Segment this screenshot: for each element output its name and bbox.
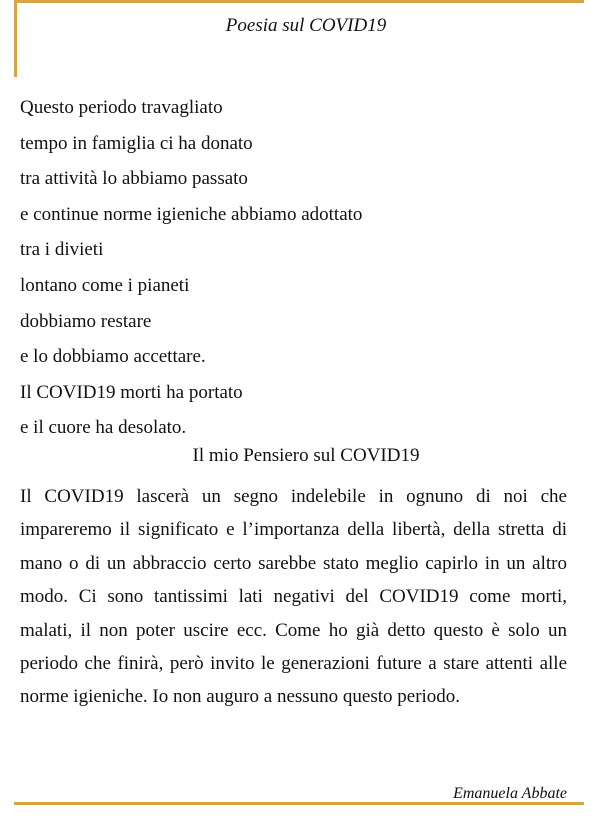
poem-line: tra attività lo abbiamo passato <box>20 168 248 190</box>
poem-line: e continue norme igieniche abbiamo adottato <box>20 203 363 225</box>
footer-rule <box>14 802 584 805</box>
poem-line: e lo dobbiamo accettare. <box>20 346 206 368</box>
poem-line: lontano come i pianeti <box>20 274 190 296</box>
header-rule-vertical <box>14 0 17 77</box>
poem-line: Questo periodo travagliato <box>20 97 223 118</box>
page-title: Poesia sul COVID19 <box>225 15 387 36</box>
section-heading: Il mio Pensiero sul COVID19 <box>192 445 420 466</box>
poem <box>20 90 580 446</box>
prose-paragraph: Il COVID19 lascerà un segno indelebile in ognuno di noi che impareremo il significato e l’importanza della libertà, della stretta di mano o di un abbraccio certo sarebbe stato meglio capirlo in un altro modo. Ci sono tantissimi lati negativi del COVID19 come morti, malati, il non poter uscire ecc. Come ho già detto questo è solo un periodo che finirà, però invito le generazioni future a stare attenti alle norme igieniche. Io non auguro a nessuno questo periodo. <box>20 486 567 708</box>
header-rule-horizontal <box>14 0 584 3</box>
author-signature: Emanuela Abbate <box>453 785 567 802</box>
poem-line: Il COVID19 morti ha portato <box>20 381 243 403</box>
poem-line: e il cuore ha desolato. <box>20 417 187 439</box>
poem-line: dobbiamo restare <box>20 310 152 332</box>
poem-line: tra i divieti <box>20 239 104 261</box>
poem-line: tempo in famiglia ci ha donato <box>20 132 253 154</box>
